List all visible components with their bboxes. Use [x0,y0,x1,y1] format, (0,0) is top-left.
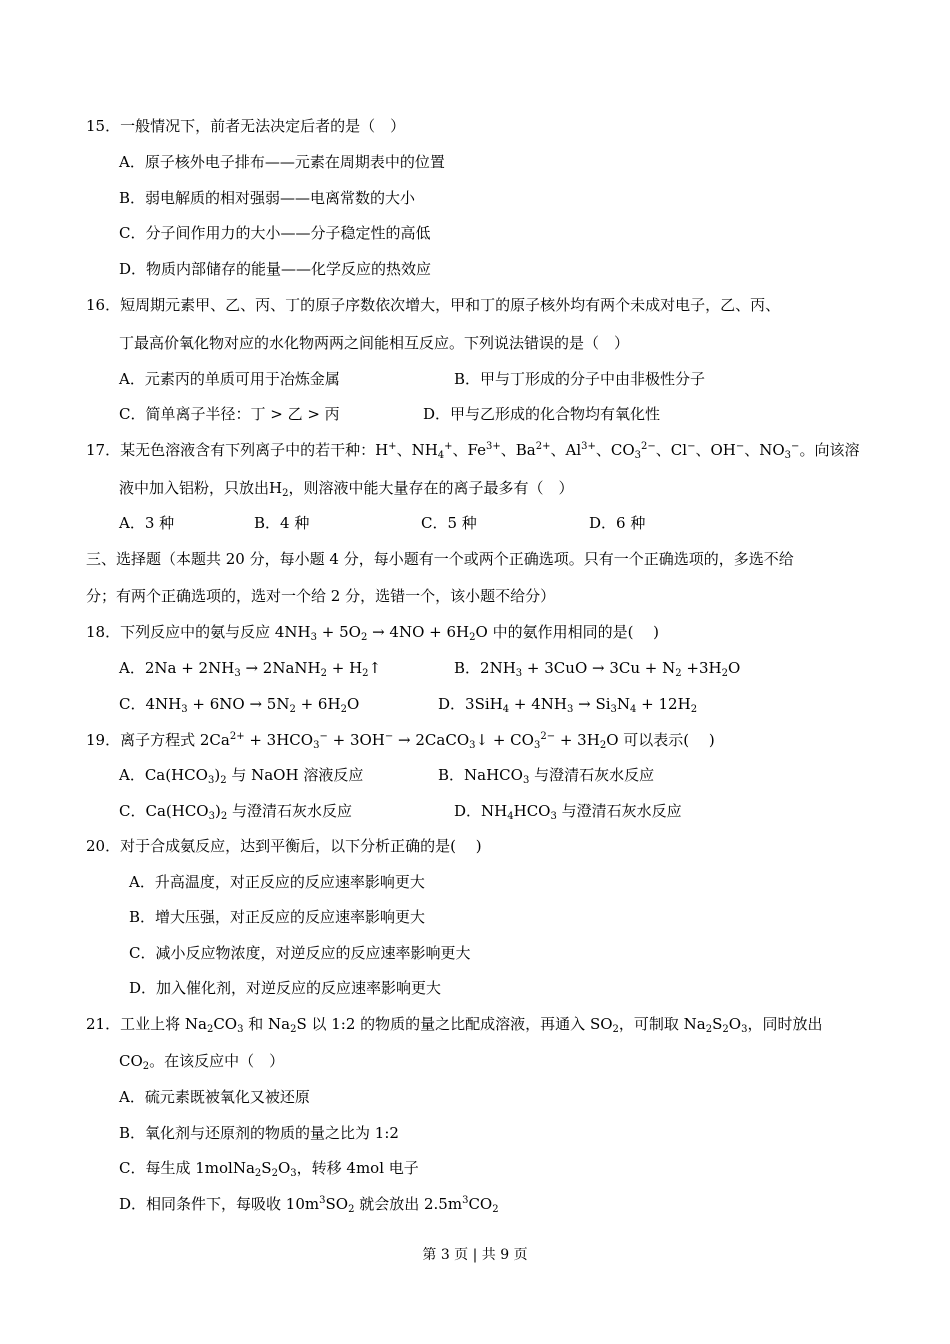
q21-stem-line1: 21．工业上将 $Na_2CO_3$ 和 $Na_2S$ 以 1:2 的物质的量之比配成溶液，再通入 $SO_2$，可制取 $Na_2S_2O_3$，同时放出 [86,1015,823,1035]
q18-option-c: C．$4NH_3 + 6NO \to 5N_2 + 6H_2O$ [119,695,360,715]
q21-option-c: C．每生成 $1molNa_2S_2O_3$，转移 4mol 电子 [119,1159,419,1179]
q21-option-d: D．相同条件下，每吸收 $10m^3SO_2$ 就会放出 $2.5m^3CO_2$ [119,1195,499,1215]
q17-text-b: ，则溶液中能大量存在的离子最多有（ ） [288,479,574,497]
q17-stem-line2: 液中加入铝粉，只放出$H_2$，则溶液中能大量存在的离子最多有（ ） [119,479,574,499]
q20-option-c: C．减小反应物浓度，对逆反应的反应速率影响更大 [129,944,471,962]
q17-stem-line1: 17．某无色溶液含有下列离子中的若干种：H+、$NH_4^+$、$Fe^{3+}$、$Ba^{2+}$、$Al^{3+}$、$CO_3^{2-}$、Cl−、OH−、$NO_3^-$。向该溶 [86,441,860,461]
q21-option-b: B．氧化剂与还原剂的物质的量之比为 1:2 [119,1124,399,1142]
q16-stem-line2: 丁最高价氧化物对应的水化物两两之间能相互反应。下列说法错误的是（ ） [119,334,630,352]
q17-option-b: B．4 种 [254,514,310,532]
q15-stem: 15．一般情况下，前者无法决定后者的是（ ） [86,117,406,135]
q18-option-a: A．$2Na + 2NH_3$ → 2NaNH$_2$ + $H_2↑$ [119,659,382,679]
q16-option-d: D．甲与乙形成的化合物均有氧化性 [423,405,661,423]
q15-option-c: C．分子间作用力的大小——分子稳定性的高低 [119,224,431,242]
q17-option-c: C．5 种 [421,514,477,532]
q19-option-d: D．$NH_4HCO_3$ 与澄清石灰水反应 [454,802,682,822]
q20-stem: 20．对于合成氨反应，达到平衡后，以下分析正确的是( ) [86,837,482,855]
q20-option-b: B．增大压强，对正反应的反应速率影响更大 [129,908,426,926]
q15-option-b: B．弱电解质的相对强弱——电离常数的大小 [119,189,416,207]
q21-stem-line2: $CO_2$。在该反应中（ ） [119,1052,285,1072]
q19-option-a: A．$Ca(HCO_3)_2$ 与 NaOH 溶液反应 [119,766,364,786]
section3-instructions-line1: 三、选择题（本题共 20 分，每小题 4 分，每小题有一个或两个正确选项。只有一个正确选项的，多选不给 [86,550,794,568]
q18-option-b: B．$2NH_3 + 3CuO \to 3Cu + N_2 +3H_2O$ [454,659,741,679]
q16-option-a: A．元素丙的单质可用于冶炼金属 [119,370,340,388]
q15-option-a: A．原子核外电子排布——元素在周期表中的位置 [119,153,445,171]
q19-stem: 19．离子方程式 $2Ca^{2+} + 3HCO_3^- + 3OH^-$ → 2CaCO$_3$↓ + $CO_3^{2-} + 3H_2O$ 可以表示( ) [86,731,715,751]
q17-text-a: 液中加入铝粉，只放出 [119,479,270,497]
q20-option-a: A．升高温度，对正反应的反应速率影响更大 [129,873,425,891]
q16-stem-line1: 16．短周期元素甲、乙、丙、丁的原子序数依次增大，甲和丁的原子核外均有两个未成对电子，乙、丙、 [86,296,781,314]
q21-option-a: A．硫元素既被氧化又被还原 [119,1088,310,1106]
page-footer: 第 3 页 | 共 9 页 [422,1247,528,1263]
q16-option-b: B．甲与丁形成的分子中由非极性分子 [454,370,706,388]
q19-option-b: B．NaHCO$_3$ 与澄清石灰水反应 [438,766,655,786]
section3-instructions-line2: 分；有两个正确选项的，选对一个给 2 分，选错一个，该小题不给分） [86,587,556,605]
q18-option-d: D．$3SiH_4 + 4NH_3 \to Si_3N_4 + 12H_2$ [438,695,698,715]
q17-option-a: A．3 种 [119,514,175,532]
q19-option-c: C．$Ca(HCO_3)_2$ 与澄清石灰水反应 [119,802,352,822]
q15-option-d: D．物质内部储存的能量——化学反应的热效应 [119,260,432,278]
q18-stem: 18．下列反应中的氨与反应 $4NH_3 + 5O_2 \to 4NO + 6H_2O$ 中的氨作用相同的是( ) [86,623,660,643]
q17-option-d: D．6 种 [589,514,646,532]
q20-option-d: D．加入催化剂，对逆反应的反应速率影响更大 [129,979,442,997]
q16-option-c: C．简单离子半径：丁 > 乙 > 丙 [119,405,340,423]
